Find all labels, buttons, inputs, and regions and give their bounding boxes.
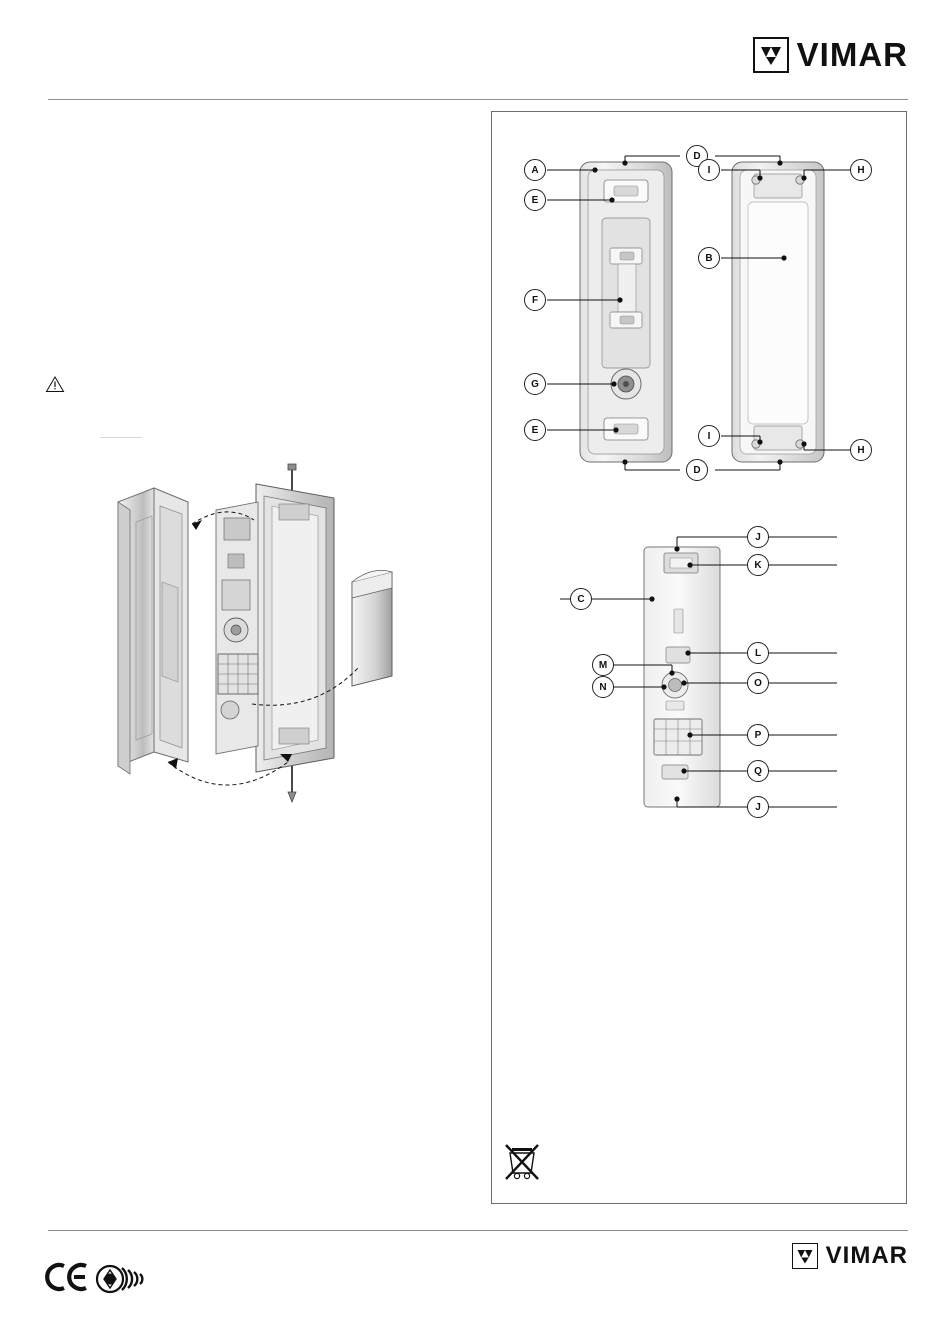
warning-triangle-icon [46, 376, 64, 392]
component-reference-figure [491, 111, 907, 1204]
callout-P: P [747, 724, 769, 746]
callout-G: G [524, 373, 546, 395]
callout-I-top: I [698, 159, 720, 181]
header-divider [48, 99, 908, 100]
ce-mark-icon [46, 1262, 90, 1297]
callout-H-bottom: H [850, 439, 872, 461]
callout-M: M [592, 654, 614, 676]
callout-L: L [747, 642, 769, 664]
callout-N: N [592, 676, 614, 698]
callout-J-bottom: J [747, 796, 769, 818]
callout-K: K [747, 554, 769, 576]
front-body-view [580, 162, 672, 462]
callout-D-bottom: D [686, 459, 708, 481]
callout-E-top: E [524, 189, 546, 211]
brand-logo-header [753, 36, 908, 74]
vimar-chevron-logo-icon-footer [792, 1243, 818, 1269]
crossed-out-wheeled-bin-icon [500, 1139, 544, 1183]
vimar-chevron-logo-icon [753, 37, 789, 73]
callout-A: A [524, 159, 546, 181]
callout-F: F [524, 289, 546, 311]
faint-separator [100, 437, 142, 438]
footer-divider [48, 1230, 908, 1231]
brand-logo-footer [792, 1242, 908, 1270]
callout-B: B [698, 247, 720, 269]
callout-D-top: D [686, 145, 708, 167]
callout-E-bottom: E [524, 419, 546, 441]
callout-Q: Q [747, 760, 769, 782]
callout-H-top: H [850, 159, 872, 181]
circuit-board-view [644, 547, 720, 807]
callout-J-top: J [747, 526, 769, 548]
brand-wordmark: VIMAR [796, 36, 908, 73]
rear-cover-view [732, 162, 824, 462]
callout-I-bottom: I [698, 425, 720, 447]
callout-C: C [570, 588, 592, 610]
iip-acoustic-mark-icon [96, 1262, 152, 1296]
callout-O: O [747, 672, 769, 694]
exploded-assembly-diagram [96, 462, 426, 822]
brand-wordmark-footer: VIMAR [825, 1242, 908, 1269]
